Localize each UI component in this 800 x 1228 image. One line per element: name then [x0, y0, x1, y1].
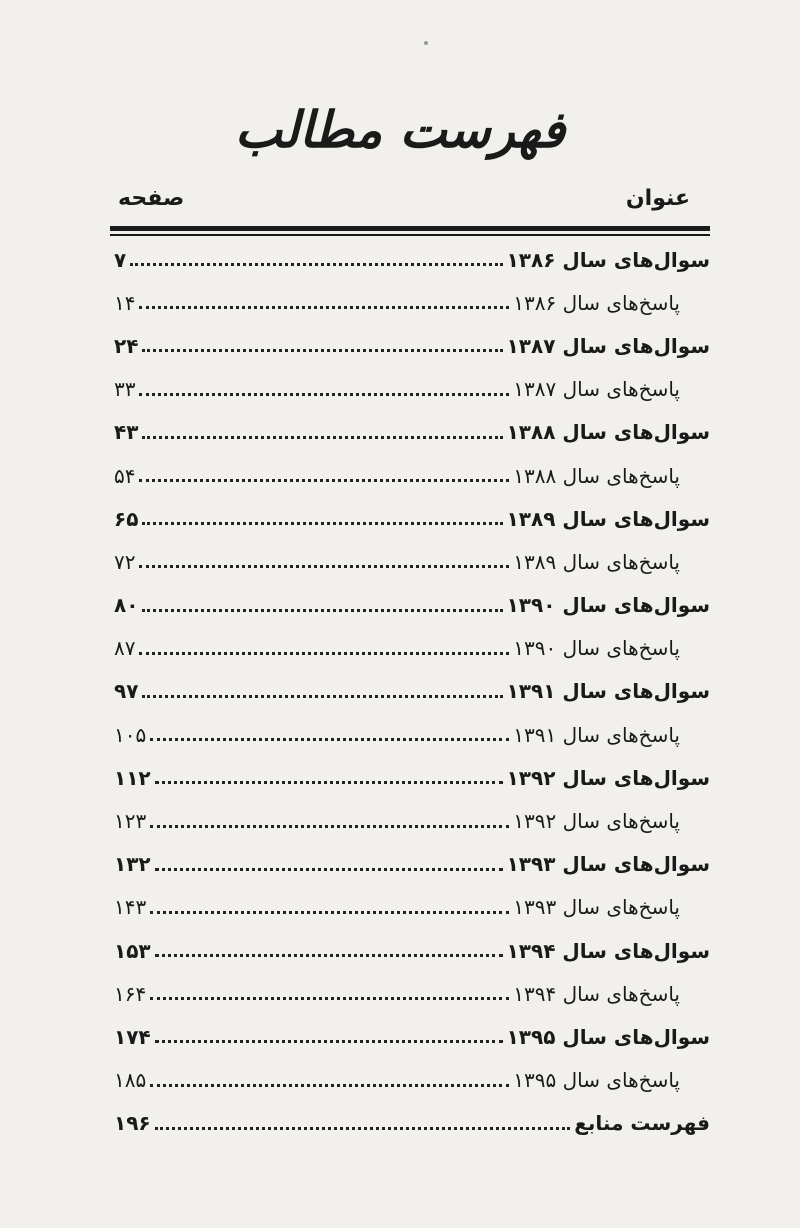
toc-entry-label: سوال‌های سال ۱۳۸۷: [506, 333, 710, 358]
toc-entry: [110, 1015, 710, 1058]
toc-entry-page: ۱۱۲: [114, 765, 151, 790]
dot-leader: [139, 306, 509, 309]
column-header-page: صفحه: [118, 186, 185, 211]
toc-entry-page: ۶۵: [114, 506, 139, 531]
toc-entry-page: ۱۸۵: [114, 1068, 147, 1093]
toc-entry: [110, 497, 710, 540]
toc-entry-page: ۱۴۳: [114, 895, 147, 920]
dot-leader: [150, 1084, 509, 1087]
toc-entry: [110, 281, 710, 324]
toc-entry-page: ۳۳: [114, 377, 136, 402]
toc-entry: [110, 368, 710, 411]
toc-entry: [110, 584, 710, 627]
dot-leader: [142, 695, 502, 698]
toc-entry-page: ۹۷: [114, 679, 139, 704]
toc-entry-page: ۱۵۳: [114, 938, 151, 963]
toc-entry-label: سوال‌های سال ۱۳۹۱: [506, 679, 710, 704]
toc-entry-page: ۴۳: [114, 420, 139, 445]
toc-entry: [110, 929, 710, 972]
dot-leader: [142, 609, 502, 612]
column-header-title: عنوان: [625, 186, 690, 211]
dot-leader: [150, 738, 509, 741]
dot-leader: [155, 781, 503, 784]
dot-leader: [150, 911, 509, 914]
dot-leader: [142, 436, 502, 439]
dot-leader: [142, 349, 502, 352]
toc-entry-label: پاسخ‌های سال ۱۳۹۵: [513, 1068, 680, 1093]
toc-entry-label: سوال‌های سال ۱۳۹۲: [506, 765, 710, 790]
dot-leader: [155, 1040, 503, 1043]
toc-entry-label: سوال‌های سال ۱۳۸۶: [506, 247, 710, 272]
toc-entry-page: ۸۰: [114, 593, 139, 618]
dot-leader: [139, 652, 509, 655]
page-title: فهرست مطالب: [234, 100, 566, 159]
dot-leader: [150, 825, 509, 828]
toc-entry-label: پاسخ‌های سال ۱۳۹۱: [513, 722, 680, 747]
toc-entry-label: سوال‌های سال ۱۳۸۹: [506, 506, 710, 531]
toc-entry: [110, 713, 710, 756]
toc-entry: [110, 1059, 710, 1102]
toc-entry-page: ۱۹۶: [114, 1111, 151, 1136]
toc-entry: [110, 886, 710, 929]
toc-entry-page: ۷: [114, 247, 127, 272]
dot-leader: [130, 263, 502, 266]
toc-entry-page: ۱۴: [114, 290, 136, 315]
toc-entry-label: پاسخ‌های سال ۱۳۹۳: [513, 895, 680, 920]
toc-entry-page: ۸۷: [114, 636, 136, 661]
toc-entry: [110, 670, 710, 713]
toc-entry: [110, 972, 710, 1015]
toc-entry: [110, 756, 710, 799]
dot-leader: [155, 1127, 571, 1130]
dot-leader: [139, 393, 509, 396]
toc-entry-label: فهرست منابع: [574, 1111, 710, 1136]
toc-entry-label: پاسخ‌های سال ۱۳۹۲: [513, 809, 680, 834]
toc-entry-page: ۵۴: [114, 463, 136, 488]
toc-entry: [110, 540, 710, 583]
dot-leader: [155, 868, 503, 871]
toc-entry: [110, 627, 710, 670]
toc-entry-label: سوال‌های سال ۱۳۹۵: [506, 1024, 710, 1049]
toc-entry-page: ۱۰۵: [114, 722, 147, 747]
toc-entry-label: پاسخ‌های سال ۱۳۸۶: [513, 290, 680, 315]
toc-entry-page: ۱۶۴: [114, 981, 147, 1006]
toc-entry-page: ۱۷۴: [114, 1024, 151, 1049]
toc-entry-label: سوال‌های سال ۱۳۹۰: [506, 593, 710, 618]
toc-entry: [110, 324, 710, 367]
toc-entry-label: سوال‌های سال ۱۳۸۸: [506, 420, 710, 445]
toc-entry-page: ۱۳۲: [114, 852, 151, 877]
toc-entry: [110, 454, 710, 497]
toc-entry-label: پاسخ‌های سال ۱۳۹۴: [513, 981, 680, 1006]
dot-leader: [139, 479, 509, 482]
header-rule-thin: [110, 234, 710, 236]
toc-entry-label: پاسخ‌های سال ۱۳۸۹: [513, 549, 680, 574]
toc-entry: [110, 799, 710, 842]
toc-entry-label: سوال‌های سال ۱۳۹۳: [506, 852, 710, 877]
header-rule-thick: [110, 226, 710, 231]
toc-entry-label: سوال‌های سال ۱۳۹۴: [506, 938, 710, 963]
toc-entry-label: پاسخ‌های سال ۱۳۹۰: [513, 636, 680, 661]
dot-leader: [150, 997, 509, 1000]
dot-leader: [139, 565, 509, 568]
toc-entry-page: ۷۲: [114, 549, 136, 574]
toc-entry: [110, 238, 710, 281]
page-speck: [424, 41, 428, 45]
toc-entry-page: ۲۴: [114, 333, 139, 358]
toc-entry-label: پاسخ‌های سال ۱۳۸۸: [513, 463, 680, 488]
toc-entry: [110, 1102, 710, 1145]
toc-entry-page: ۱۲۳: [114, 809, 147, 834]
toc-entry: [110, 411, 710, 454]
toc-entry: [110, 843, 710, 886]
dot-leader: [142, 522, 502, 525]
toc-entry-label: پاسخ‌های سال ۱۳۸۷: [513, 377, 680, 402]
dot-leader: [155, 954, 503, 957]
table-of-contents: [110, 238, 710, 1145]
